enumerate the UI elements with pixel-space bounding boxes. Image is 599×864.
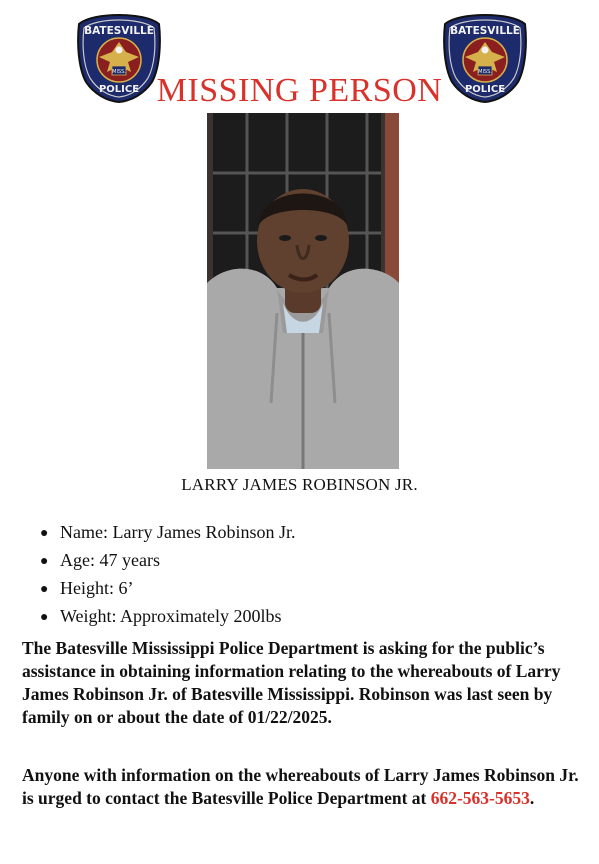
patch-bottom-text-left: POLICE: [98, 84, 140, 95]
fact-weight: Weight: Approximately 200lbs: [60, 606, 282, 626]
list-item: [40, 574, 295, 602]
patch-top-text-left: BATESVILLE: [84, 25, 154, 37]
facts-list: [40, 518, 295, 630]
patch-small-text-left: MISS.: [112, 69, 126, 75]
missing-person-photo: [207, 113, 399, 469]
bullet-icon: ●: [40, 610, 49, 625]
notice-paragraph: The Batesville Mississippi Police Department is asking for the public’s assistance in obtaining information relating to the whereabouts of Larry James Robinson Jr. of Batesville Mississippi. Robinson was last seen by family on or about the date of 01/22/2025.: [22, 638, 561, 727]
photo-caption: LARRY JAMES ROBINSON JR.: [181, 475, 418, 494]
bullet-icon: ●: [40, 554, 49, 569]
patch-small-text-right: MISS.: [478, 69, 492, 75]
phone-suffix: .: [529, 788, 535, 808]
contact-paragraph: [22, 764, 582, 810]
page-title: MISSING PERSON: [156, 72, 443, 109]
fact-age: Age: 47 years: [60, 550, 160, 570]
fact-height: Height: 6’: [60, 578, 134, 598]
patch-top-text-right: BATESVILLE: [450, 25, 520, 37]
contact-text: Anyone with information on the whereabouts of Larry James Robinson Jr. is urged to contact the Batesville Police Department at: [22, 765, 579, 808]
patch-bottom-text-right: POLICE: [464, 84, 506, 95]
fact-name: Name: Larry James Robinson Jr.: [60, 522, 296, 542]
list-item: [40, 602, 295, 630]
list-item: [40, 518, 295, 546]
list-item: [40, 546, 295, 574]
phone-number[interactable]: 662-563-5653: [430, 788, 530, 808]
bullet-icon: ●: [40, 526, 49, 541]
bullet-icon: ●: [40, 582, 49, 597]
